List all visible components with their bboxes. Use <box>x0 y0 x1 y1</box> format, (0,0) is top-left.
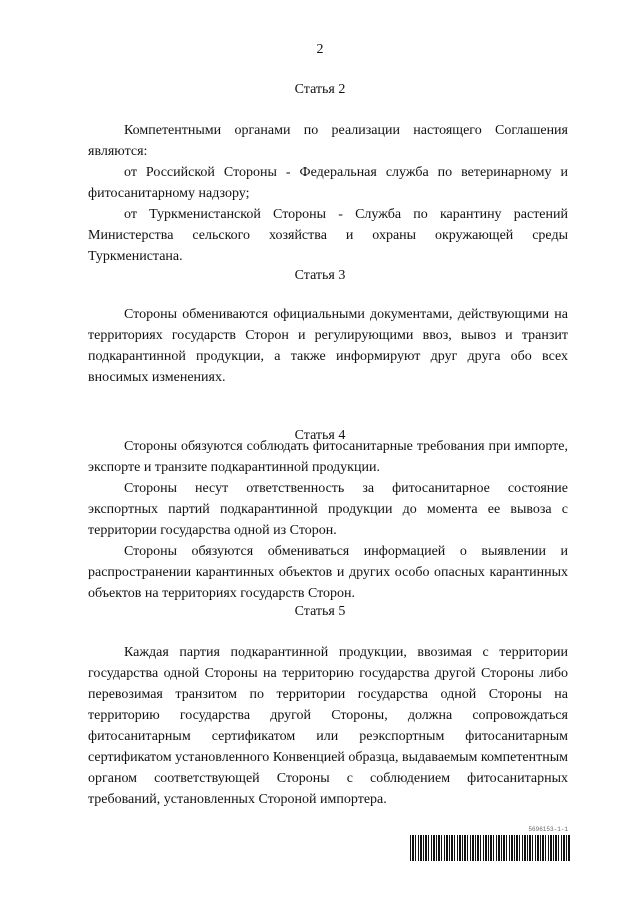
article-4-paragraph: Стороны обязуются обмениваться информацией о выявлении и распространении карантинных объектов и других особо опасных карантинных объектов на территориях государств Сторон. <box>88 544 568 601</box>
article-5-paragraph: Каждая партия подкарантинной продукции, ввозимая с территории государства одной Стороны на территорию государства другой Стороны либо перевозимая транзитом по территории государства одной Стороны на территорию государства другой Стороны, должна сопровождаться фитосанитарным сертификатом или реэкспортным фитосанитарным сертификатом установленного Конвенцией образца, выдаваемым компетентным органом соответствующей Стороны с соблюдением фитосанитарных требований, установленных Стороной импортера. <box>88 645 568 807</box>
article-3-body <box>88 304 568 388</box>
article-3-paragraph: Стороны обмениваются официальными документами, действующими на территориях государств Сторон и регулирующими ввоз, вывоз и транзит подкарантинной продукции, а также информируют друг друга обо всех вносимых изменениях. <box>88 307 568 385</box>
barcode-code: 5696153-1-1 <box>528 826 568 833</box>
article-3-title: Статья 3 <box>294 268 346 283</box>
article-4-title: Статья 4 <box>294 428 346 443</box>
article-5-body <box>88 642 568 810</box>
article-4-paragraph: Стороны обязуются соблюдать фитосанитарные требования при импорте, экспорте и транзите подкарантинной продукции. <box>88 439 568 475</box>
article-2-paragraph: от Туркменистанской Стороны - Служба по карантину растений Министерства сельского хозяйства и охраны окружающей среды Туркменистана. <box>88 207 568 264</box>
barcode-icon <box>410 835 570 861</box>
article-4-paragraph: Стороны несут ответственность за фитосанитарное состояние экспортных партий подкарантинной продукции до момента ее вывоза с территории государства одной из Сторон. <box>88 481 568 538</box>
article-2-title: Статья 2 <box>294 82 346 97</box>
page-number: 2 <box>316 42 324 57</box>
article-5-title: Статья 5 <box>294 604 346 619</box>
barcode <box>410 826 570 866</box>
article-2-body <box>88 120 568 267</box>
article-2-paragraph: Компетентными органами по реализации настоящего Соглашения являются: <box>88 123 568 159</box>
article-4-body <box>88 436 568 604</box>
article-2-paragraph: от Российской Стороны - Федеральная служба по ветеринарному и фитосанитарному надзору; <box>88 165 568 201</box>
